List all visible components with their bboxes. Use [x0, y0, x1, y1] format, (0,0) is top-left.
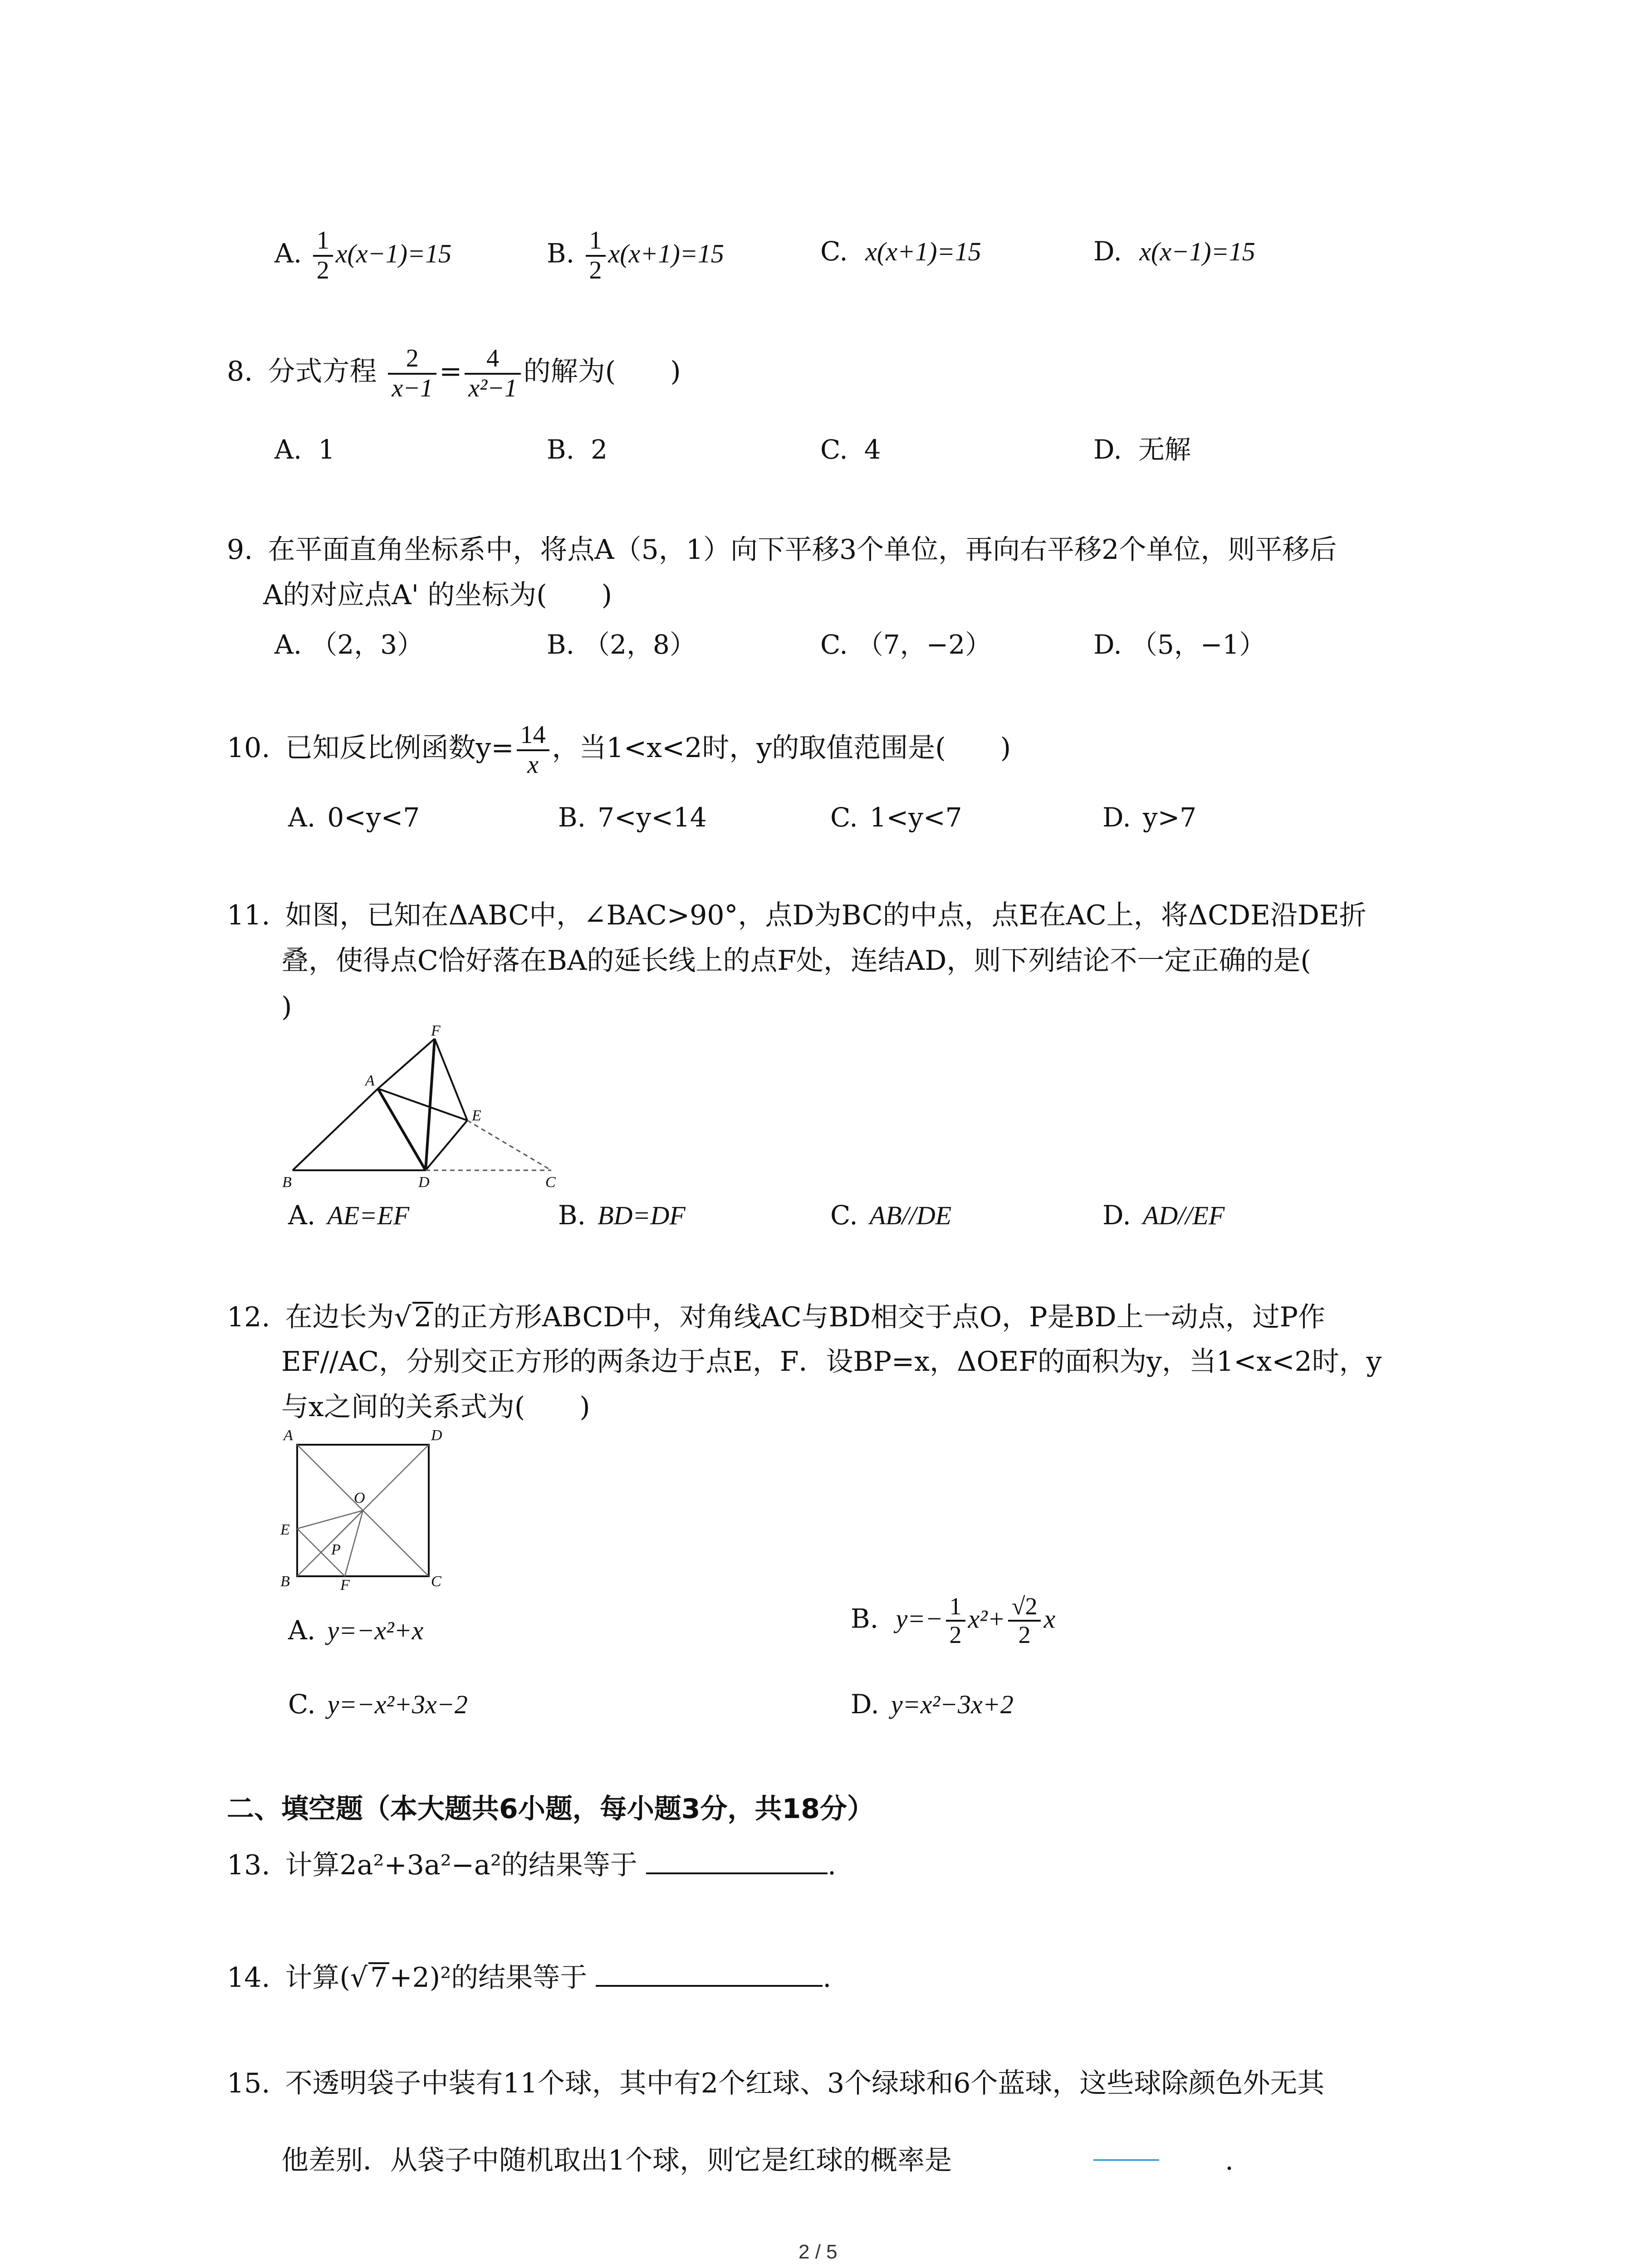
q11-figure: [272, 1023, 581, 1191]
option-value-mid: x²+: [968, 1604, 1005, 1634]
q7-option-a[interactable]: [274, 227, 451, 284]
q12-option-a[interactable]: [288, 1617, 423, 1644]
option-label: A.: [274, 434, 302, 465]
dashed-ec: [467, 1120, 551, 1170]
q12-option-d[interactable]: [851, 1691, 1014, 1718]
option-label: D.: [851, 1689, 879, 1720]
option-value: AE=EF: [327, 1201, 410, 1230]
q11-option-d[interactable]: [1102, 1202, 1225, 1229]
option-label: A.: [274, 629, 302, 660]
option-value-pre: y=−: [896, 1604, 943, 1634]
option-label: D.: [1093, 236, 1122, 267]
option-value: 0<y<7: [327, 802, 420, 833]
option-label: A.: [288, 1615, 316, 1646]
q9-option-d[interactable]: [1093, 631, 1265, 658]
sqrt-radicand: 2: [412, 1302, 433, 1331]
option-value: （2，8）: [583, 629, 696, 660]
option-label: C.: [288, 1689, 316, 1720]
answer-blank[interactable]: [1093, 2159, 1159, 2161]
option-label: C.: [820, 236, 848, 267]
q9-stem-line2: [263, 579, 612, 611]
sqrt-symbol: √: [394, 1301, 411, 1333]
q15-end: .: [1225, 2145, 1234, 2176]
question-text: EF//AC，分别交正方形的两条边于点E，F．设BP=x，ΔOEF的面积为y，当1<x<2时，y: [281, 1346, 1382, 1378]
question-text: 已知反比例函数y=: [285, 732, 514, 764]
q10-option-a[interactable]: [288, 804, 420, 831]
question-text: 在平面直角坐标系中，将点A（5，1）向下平移3个单位，再向右平移2个单位，则平移后: [268, 534, 1337, 566]
option-value: 7<y<14: [598, 802, 707, 833]
equals-sign: =: [439, 356, 462, 388]
q8-option-a[interactable]: [274, 436, 335, 463]
option-value: y=−x²+x: [327, 1616, 424, 1645]
option-value: 4: [864, 434, 881, 465]
sqrt-radicand: 7: [368, 1962, 389, 1991]
q9-option-c[interactable]: [820, 631, 991, 658]
q8-option-d[interactable]: [1093, 436, 1191, 463]
question-text-end: 的解为( ): [523, 356, 681, 388]
option-label: C.: [830, 802, 858, 833]
q12-option-c[interactable]: [288, 1691, 468, 1718]
label-a: A: [365, 1072, 375, 1089]
question-text: A的对应点A' 的坐标为( ): [263, 579, 612, 611]
page-number: 2 / 5: [798, 2241, 838, 2263]
option-value: 1<y<7: [869, 802, 962, 833]
q9-stem-line1: [227, 534, 1337, 566]
label-b: B: [280, 1573, 290, 1590]
fraction: $\frac{1}{2}$: [586, 227, 606, 284]
question-text: 在边长为: [285, 1301, 394, 1333]
q7-option-b[interactable]: [547, 227, 724, 284]
q9-option-b[interactable]: [547, 631, 696, 658]
q8-option-c[interactable]: [820, 436, 881, 463]
option-label: D.: [1102, 802, 1131, 833]
label-o: O: [354, 1490, 365, 1506]
option-value: x(x+1)=15: [865, 237, 981, 266]
question-number: 10.: [227, 732, 270, 764]
question-text: +2)²的结果等于: [389, 1962, 588, 1994]
q12-figure: [272, 1427, 445, 1590]
question-text: 与x之间的关系式为( ): [281, 1391, 590, 1423]
option-label: D.: [1093, 434, 1122, 465]
label-a: A: [284, 1427, 293, 1444]
q8-option-b[interactable]: [547, 436, 607, 463]
q7-option-c[interactable]: [820, 238, 981, 265]
label-e: E: [472, 1107, 481, 1124]
q15-line1: [227, 2070, 1324, 2097]
question-number: 13.: [227, 1849, 270, 1881]
fraction: $\frac{1}{2}$: [313, 227, 333, 284]
q7-option-d[interactable]: [1093, 238, 1255, 265]
question-text-end: ，当1<x<2时，y的取值范围是( ): [552, 732, 1011, 764]
question-number: 12.: [227, 1301, 270, 1333]
question-text: 他差别．从袋子中随机取出1个球，则它是红球的概率是: [281, 2145, 952, 2176]
q10-stem: [227, 721, 1011, 779]
question-text: 的正方形ABCD中，对角线AC与BD相交于点O，P是BD上一动点，过P作: [433, 1301, 1326, 1333]
label-p: P: [331, 1541, 341, 1558]
segment-ba: [293, 1089, 378, 1170]
segment-de: [426, 1120, 467, 1170]
label-d: D: [431, 1427, 442, 1444]
option-value: y=−x²+3x−2: [327, 1690, 468, 1719]
option-label: C.: [820, 434, 848, 465]
option-label: B.: [558, 1200, 586, 1231]
option-value: x(x+1)=15: [608, 239, 724, 269]
answer-blank[interactable]: [596, 1983, 823, 1987]
option-label: C.: [830, 1200, 858, 1231]
q11-stem-line1: [227, 899, 1367, 931]
option-value: y>7: [1142, 802, 1197, 833]
label-e: E: [280, 1521, 290, 1538]
fraction: $\frac{14}{x}$: [517, 721, 549, 779]
option-value: AB//DE: [869, 1201, 952, 1230]
section-2-title: 二、填空题（本大题共6小题，每小题3分，共18分）: [227, 1793, 874, 1825]
option-value: AD//EF: [1142, 1201, 1225, 1230]
segment-af: [378, 1039, 435, 1089]
segment-ad-inner: [378, 1089, 426, 1170]
q9-option-a[interactable]: [274, 631, 423, 658]
question-number: 11.: [227, 899, 270, 931]
fraction-1: $\frac{1}{2}$: [946, 1593, 965, 1649]
q10-option-d[interactable]: [1102, 804, 1196, 831]
option-value-post: x: [1043, 1604, 1056, 1634]
question-end: .: [827, 1849, 837, 1881]
option-label: A.: [288, 1200, 316, 1231]
option-label: D.: [1102, 1200, 1131, 1231]
q15-line2: [281, 2147, 952, 2174]
option-label: B.: [851, 1603, 879, 1634]
question-end: .: [823, 1962, 832, 1994]
option-value: （2，3）: [311, 629, 424, 660]
option-label: D.: [1093, 629, 1122, 660]
question-text: 叠，使得点C恰好落在BA的延长线上的点F处，连结AD，则下列结论不一定正确的是(: [281, 945, 1311, 977]
option-value: x(x−1)=15: [335, 239, 452, 269]
label-d: D: [418, 1174, 430, 1191]
option-value: 2: [591, 434, 607, 465]
q14: [227, 1962, 832, 1994]
question-text: 计算(: [285, 1962, 350, 1994]
option-value: （5，−1）: [1131, 629, 1266, 660]
q11-option-a[interactable]: [288, 1202, 409, 1229]
option-value: BD=DF: [598, 1201, 686, 1230]
q10-option-c[interactable]: [830, 804, 962, 831]
option-label: B.: [547, 434, 575, 465]
question-text: 计算2a²+3a²−a²的结果等于: [285, 1849, 637, 1881]
option-value: x(x−1)=15: [1139, 237, 1255, 266]
option-label: B.: [547, 629, 575, 660]
q11-option-b[interactable]: [558, 1202, 686, 1229]
q12-option-b[interactable]: [851, 1593, 1055, 1649]
label-c: C: [545, 1174, 556, 1191]
option-value: y=x²−3x+2: [891, 1690, 1014, 1719]
segment-ef: [435, 1039, 467, 1120]
question-number: 9.: [227, 534, 253, 566]
option-label: B.: [558, 802, 586, 833]
q12-stem-line2: [281, 1346, 1382, 1378]
question-text: 如图，已知在ΔABC中，∠BAC>90°，点D为BC的中点，点E在AC上，将ΔCDE沿DE折: [285, 899, 1367, 931]
fraction-left: $\frac{2}{x-1}$: [388, 345, 436, 402]
question-text: ): [281, 991, 292, 1023]
label-f: F: [431, 1023, 441, 1039]
q12-stem-line3: [281, 1393, 590, 1421]
option-value: （7，−2）: [857, 629, 992, 660]
sqrt-symbol: √: [350, 1962, 368, 1994]
option-label: A.: [274, 238, 302, 269]
option-value: 1: [318, 434, 335, 465]
q11-stem-line3: [281, 993, 292, 1021]
fraction-right: $\frac{4}{\text{x²−1}}$: [465, 345, 520, 402]
q13: [227, 1849, 837, 1881]
label-c: C: [431, 1573, 441, 1590]
question-number: 8.: [227, 356, 253, 388]
segment-df: [426, 1039, 435, 1170]
question-text: 分式方程: [268, 356, 377, 388]
answer-blank[interactable]: [646, 1871, 828, 1874]
fraction-2: $\frac{√2}{2}$: [1008, 1593, 1041, 1649]
q11-option-c[interactable]: [830, 1202, 951, 1229]
label-b: B: [282, 1174, 292, 1191]
option-label: B.: [547, 238, 575, 269]
q8-stem: [227, 345, 681, 402]
option-value: 无解: [1138, 434, 1191, 465]
question-number: 14.: [227, 1962, 270, 1994]
segment-ae: [378, 1089, 467, 1120]
question-text: 不透明袋子中装有11个球，其中有2个红球、3个绿球和6个蓝球，这些球除颜色外无其: [285, 2068, 1325, 2099]
option-label: C.: [820, 629, 848, 660]
q11-stem-line2: [281, 945, 1311, 977]
q12-stem-line1: [227, 1302, 1325, 1331]
question-number: 15.: [227, 2068, 270, 2099]
q10-option-b[interactable]: [558, 804, 707, 831]
option-label: A.: [288, 802, 316, 833]
label-f: F: [340, 1577, 350, 1590]
